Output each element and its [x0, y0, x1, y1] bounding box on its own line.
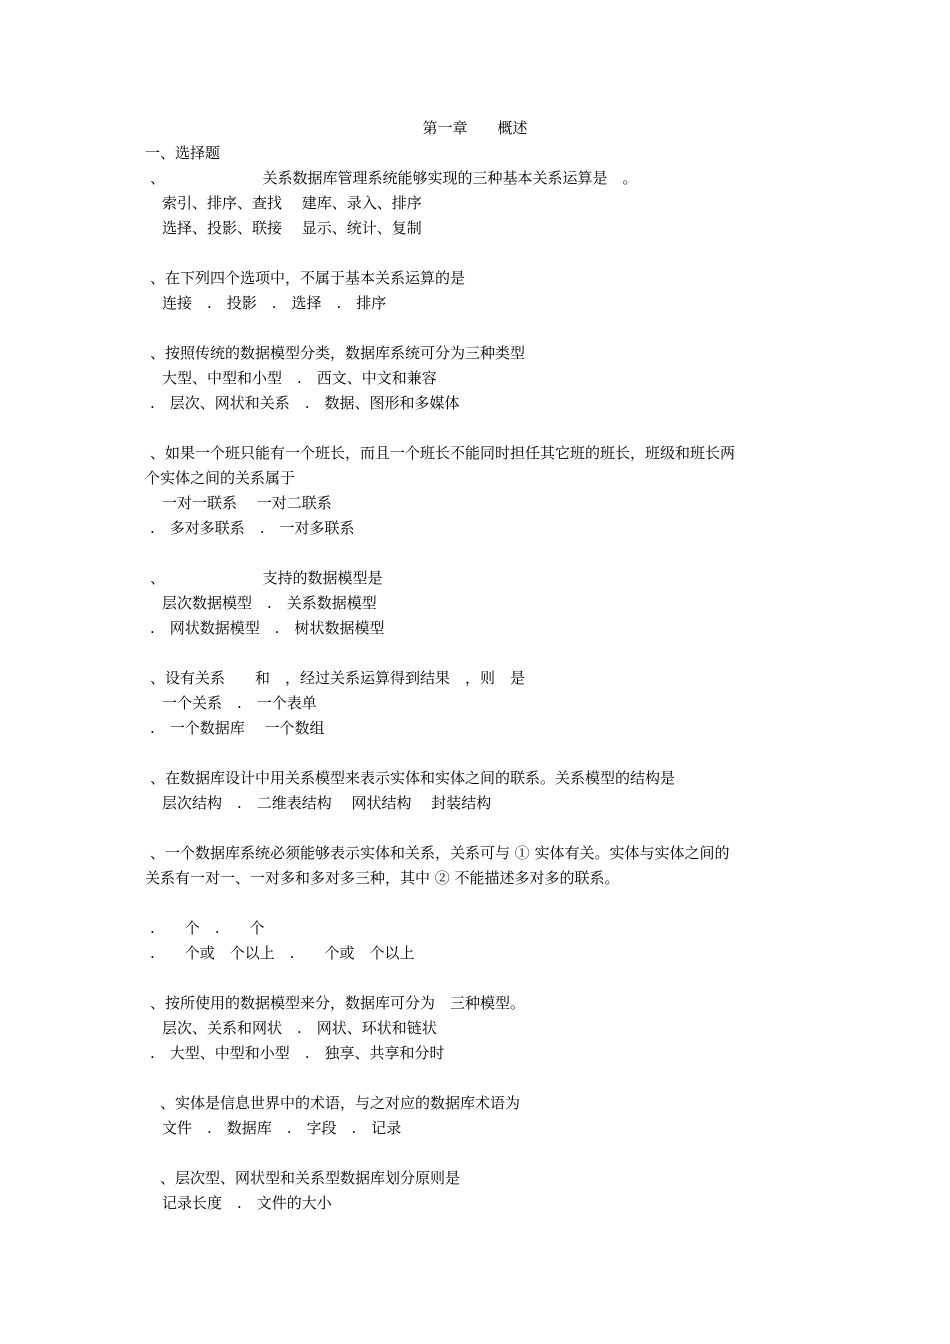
q1-options-ab: 索引、排序、查找 建库、录入、排序: [147, 194, 422, 212]
question-6: 、设有关系 和 ，经过关系运算得到结果 ，则 是: [150, 669, 526, 687]
q2-options: 连接 . 投影 . 选择 . 排序: [147, 294, 387, 312]
question-9: 、按所使用的数据模型来分，数据库可分为 三种模型。: [150, 994, 526, 1012]
q7-options: 层次结构 . 二维表结构 网状结构 封装结构: [147, 794, 492, 812]
question-7: 、在数据库设计中用关系模型来表示实体和实体之间的联系。关系模型的结构是: [150, 769, 676, 787]
q3-options-cd: . 层次、网状和关系 . 数据、图形和多媒体: [150, 394, 460, 412]
q1-options-cd: 选择、投影、联接 显示、统计、复制: [147, 219, 422, 237]
q4-options-cd: . 多对多联系 . 一对多联系: [150, 519, 355, 537]
q10-options: 文件 . 数据库 . 字段 . 记录: [147, 1119, 402, 1137]
q4-options-ab: 一对一联系 一对二联系: [147, 494, 332, 512]
q9-options-ab: 层次、关系和网状 . 网状、环状和链状: [147, 1019, 437, 1037]
question-4-line-1: 、如果一个班只能有一个班长，而且一个班长不能同时担任其它班的班长，班级和班长两: [150, 444, 736, 462]
question-5: 、 支持的数据模型是: [150, 569, 383, 587]
question-8-line-1: 、一个数据库系统必须能够表示实体和关系，关系可与 ① 实体有关。实体与实体之间的: [150, 844, 730, 862]
q6-options-cd: . 一个数据库 一个数组: [150, 719, 325, 737]
question-3: 、按照传统的数据模型分类，数据库系统可分为三种类型: [150, 344, 526, 362]
q9-options-cd: . 大型、中型和小型 . 独享、共享和分时: [150, 1044, 445, 1062]
question-8-line-2: 关系有一对一、一对多和多对多三种，其中 ② 不能描述多对多的联系。: [145, 869, 620, 887]
q8-options-ab: . 个 . 个: [150, 919, 265, 937]
question-2: 、在下列四个选项中，不属于基本关系运算的是: [150, 269, 466, 287]
question-11: 、层次型、网状型和关系型数据库划分原则是: [145, 1169, 461, 1187]
question-4-line-2: 个实体之间的关系属于: [145, 469, 296, 487]
question-1: 、 关系数据库管理系统能够实现的三种基本关系运算是 。: [150, 169, 638, 187]
section-heading: 一、选择题: [145, 144, 221, 162]
q11-options: 记录长度 . 文件的大小: [147, 1194, 332, 1212]
chapter-title: 第一章 概述: [422, 119, 528, 137]
q8-options-cd: . 个或 个以上 . 个或 个以上: [150, 944, 415, 962]
q5-options-cd: . 网状数据模型 . 树状数据模型: [150, 619, 385, 637]
question-10: 、实体是信息世界中的术语，与之对应的数据库术语为: [145, 1094, 521, 1112]
q6-options-ab: 一个关系 . 一个表单: [147, 694, 317, 712]
q5-options-ab: 层次数据模型 . 关系数据模型: [147, 594, 377, 612]
q3-options-ab: 大型、中型和小型 . 西文、中文和兼容: [147, 369, 437, 387]
